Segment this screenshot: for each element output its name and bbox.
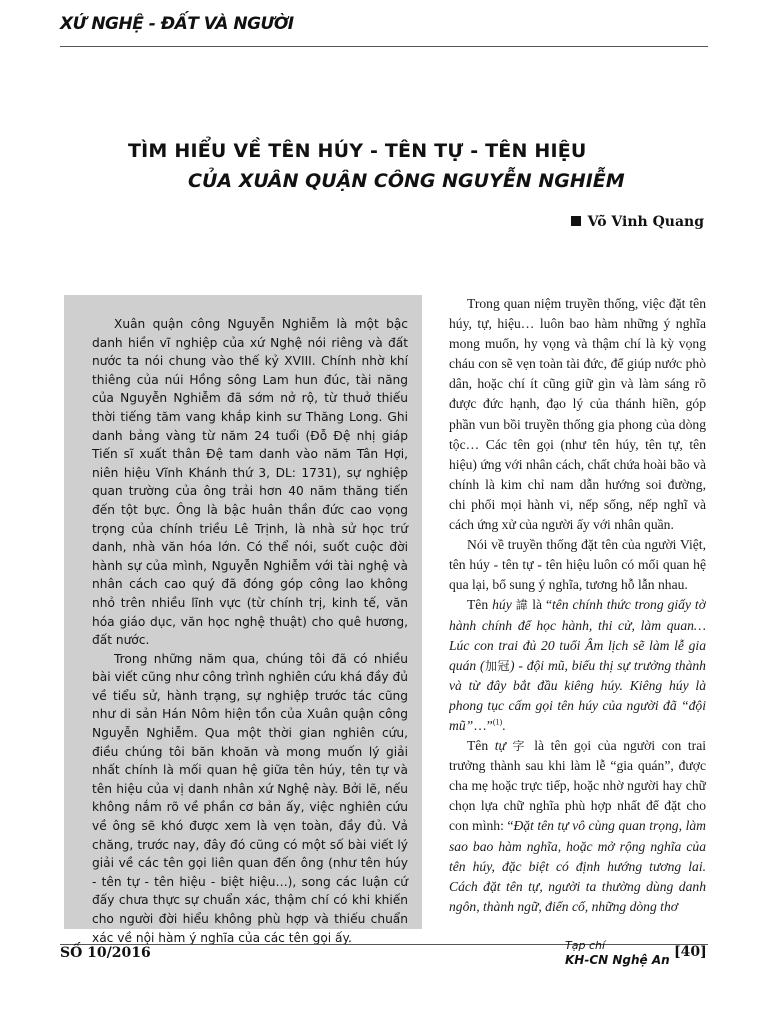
page-number: [40] — [674, 944, 707, 960]
magazine-label: Tạp chí — [565, 939, 606, 952]
issue-number: SỐ 10/2016 — [60, 945, 151, 961]
header-divider — [60, 46, 708, 47]
han-character: 加冠 — [484, 658, 510, 673]
han-character: 字 — [512, 739, 528, 754]
definition-quote: tên chính thức trong giấy tờ hành chính để học hành, thi cử, làm quan… Lúc con trai đủ 20 tuổi Âm lịch sẽ làm lễ gia quán ( — [449, 597, 706, 673]
author-byline — [571, 214, 704, 230]
body-paragraph-2: Nói về truyền thống đặt tên của người Việt, tên húy - tên tự - tên hiệu luôn có mối quan hệ qua lại, bổ sung ý nghĩa, tương hỗ lẫn nhau. — [449, 537, 706, 593]
abstract-paragraph-1: Xuân quận công Nguyễn Nghiễm là một bậc danh hiền vĩ nghiệp của xứ Nghệ nói riêng và đất nước ta nói chung vào thế kỷ XVIII. Chính nhờ khí thiêng của núi Hồng sông Lam hun đúc, tài năng của Nguyễn Nghiễm đã sớm nở rộ, từ thuở thiếu thời tiếng tăm vang khắp kinh sư Thăng Long. Ghi danh bảng vàng từ năm 24 tuổi (Đỗ Đệ nhị giáp Tiến sĩ xuất thân Đệ tam danh vào năm Tân Hợi, niên hiệu Vĩnh Khánh thứ 3, DL: 1731), sự nghiệp quan trường của ông trải hơn 40 năm thăng tiến đến tột bực. Ông là bậc huân thần đức cao vọng trọng của chính triều Lê Trịnh, là nhà sử học trứ danh, nhà văn hóa lớn. Có thể nói, suốt cuộc đời hành sự của mình, Nguyễn Nghiễm với tài nghệ và nhân cách cao quý đã đóng góp công lao không nhỏ trên nhiều lĩnh vực (từ chính trị, kinh tế, văn hóa giáo dục, văn học nghệ thuật) cho quê hương, đất nước. — [92, 317, 408, 648]
definition-quote: Đặt tên tự vô cùng quan trọng, làm sao bao hàm nghĩa, hoặc mở rộng nghĩa của tên húy, đặc biệt có định hướng tương lai. Cách đặt tên tự, người ta thường dùng danh ngôn, thành ngữ, điển cố, những dòng thơ — [449, 818, 706, 914]
abstract-paragraph-2: Trong những năm qua, chúng tôi đã có nhiều bài viết cũng như công trình nghiên cứu khá đầy đủ về tiểu sử, hành trạng, sự nghiệp trước tác cũng như di sản Hán Nôm hiện tồn của Xuân quận công Nguyễn Nghiễm. Qua một thời gian nghiên cứu, điều chúng tôi băn khoăn và mong muốn lý giải nhất chính là mối quan hệ giữa tên húy, tên tự và tên hiệu của vị danh nhân xứ Nghệ này. Bởi lẽ, nếu không nắm rõ về phần cơ bản ấy, việc nghiên cứu về ông sẽ khó được xem là vẹn toàn, đầy đủ. Vả chăng, trước nay, đây đó cũng có một số bài viết lý giải về các tên gọi liên quan đến ông (như tên húy - tên tự - tên hiệu - biệt hiệu…), song các luận cứ đấy chưa thực sự chuẩn xác, thậm chí có khi khiến cho người đời hiểu không phù hợp và thiếu chuẩn xác về nội hàm ý nghĩa của các tên gọi ấy. — [92, 651, 408, 945]
section-header: XỨ NGHỆ - ĐẤT VÀ NGƯỜI — [60, 14, 294, 34]
square-bullet-icon — [571, 216, 581, 226]
magazine-logo — [565, 938, 670, 968]
definition-quote: ) - đội mũ, biểu thị sự trưởng thành và từ đây bắt đầu kiêng húy. Kiêng húy là phong tục cấm gọi tên húy của người đã “đội mũ” — [449, 657, 706, 733]
body-paragraph-4: Tên tự 字 là tên gọi của người con trai trưởng thành sau khi làm lễ “gia quán”, được cha mẹ hoặc trực tiếp, hoặc nhờ người hay chữ chọn lựa chữ nghĩa phù hợp nhất để đặt cho con mình: “Đặt tên tự vô cùng quan trọng, làm sao bao hàm nghĩa, hoặc mở rộng nghĩa của tên húy, đặc biệt có định hướng tương lai. Cách đặt tên tự, người ta thường dùng danh ngôn, thành ngữ, điển cố, những dòng thơ — [449, 738, 706, 914]
term-huy: húy — [492, 597, 512, 613]
footnote-marker: (1) — [492, 717, 503, 727]
term-tu: tự — [494, 738, 506, 754]
magazine-name: KH-CN Nghệ An — [565, 953, 670, 967]
article-title-line2: CỦA XUÂN QUẬN CÔNG NGUYỄN NGHIỄM — [188, 170, 625, 192]
body-paragraph-1: Trong quan niệm truyền thống, việc đặt tên húy, tự, hiệu… luôn bao hàm những ý nghĩa mong muốn, hy vọng và thậm chí là kỳ vọng cháu con sẽ vẹn toàn tài đức, để giúp nước phò dân, hoặc chí ít cũng giữ gìn và làm sáng rõ được đức hạnh, đạo lý của thánh hiền, góp phần vun bồi truyền thống gia phong của dòng tộc… Các tên gọi (như tên húy, tên tự, tên hiệu) ứng với nhân cách, chất chứa hoài bão và chính là kim chỉ nam dẫn hướng soi đường, chi phối mọi hành vi, nếp sống, nếp nghĩ và cách ứng xử của người ấy với nhân quần. — [449, 296, 706, 533]
article-title-line1: TÌM HIỂU VỀ TÊN HÚY - TÊN TỰ - TÊN HIỆU — [128, 140, 587, 162]
body-paragraph-3: Tên húy 諱 là “tên chính thức trong giấy tờ hành chính để học hành, thi cử, làm quan… Lúc con trai đủ 20 tuổi Âm lịch sẽ làm lễ gia quán (加冠) - đội mũ, biểu thị sự trưởng thành và từ đây bắt đầu kiêng húy. Kiêng húy là phong tục cấm gọi tên húy của người đã “đội mũ”…”$^{(1)}$. — [449, 597, 706, 733]
han-character: 諱 — [515, 598, 529, 613]
abstract-box — [64, 295, 422, 945]
body-column — [449, 294, 706, 920]
author-name: Võ Vinh Quang — [587, 214, 704, 230]
